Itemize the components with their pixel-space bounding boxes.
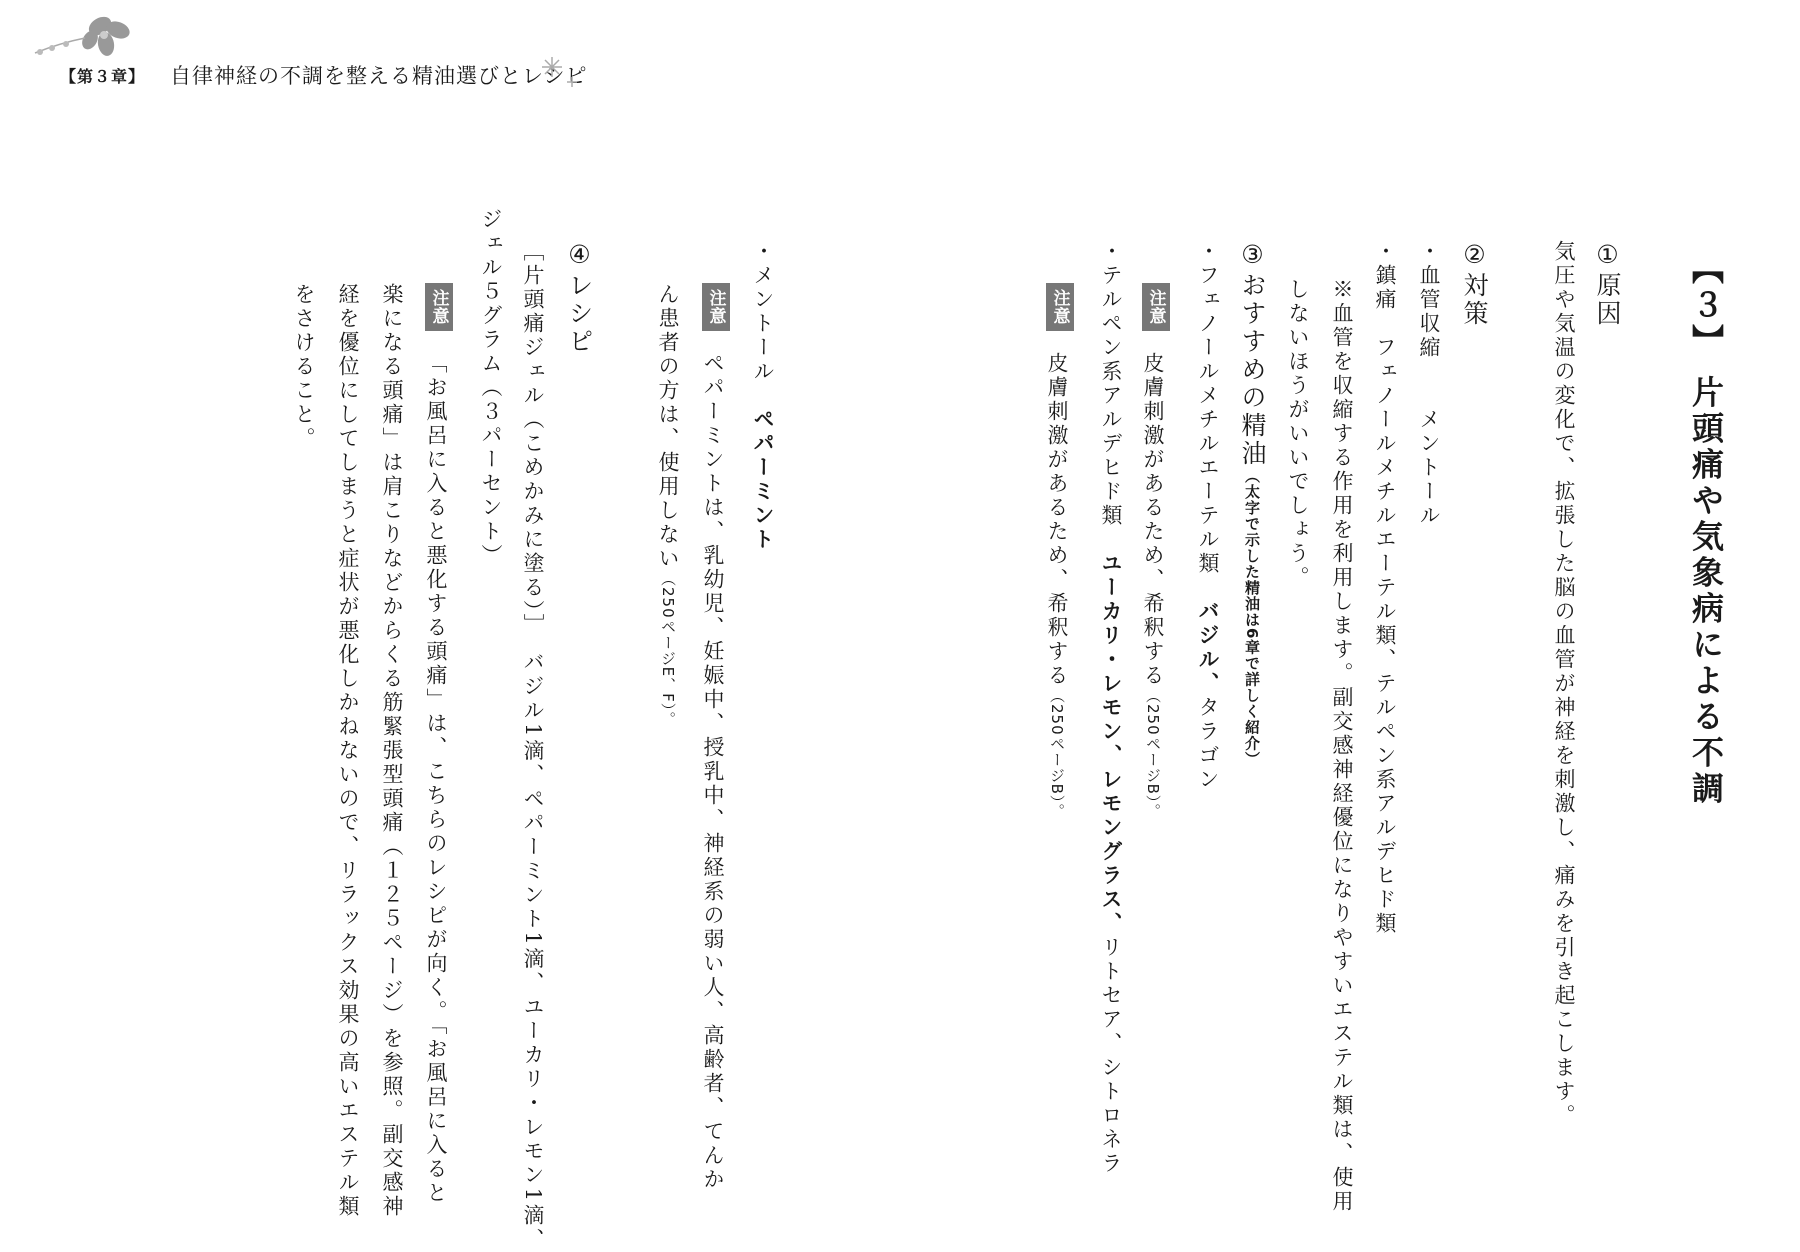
phenol-caution-text: 皮膚刺激があるため、希釈する (1141, 352, 1165, 688)
terpene-caution-text: 皮膚刺激があるため、希釈する (1045, 352, 1069, 688)
phenol-caution-ref: （250ページB）。 (1144, 688, 1162, 820)
oil-menthol-line (752, 240, 773, 552)
terpene-caution (1046, 352, 1067, 819)
measure-item-analgesic: ・鎮痛 フェノールメチルエーテル類、テルペン系アルデヒド類 (1373, 240, 1397, 936)
menthol-caution-text: ん患者の方は、使用しない (656, 283, 680, 571)
chapter-title: 自律神経の不調を整える精油選びとレシピ (170, 64, 588, 88)
caution-badge: 注意 (425, 283, 453, 331)
measures-heading: ②対策 (1460, 240, 1489, 328)
section-title: 【３】 片頭痛や気象病による不調 (1687, 252, 1725, 808)
recipe-heading: ④レシピ (565, 240, 594, 356)
oil-terpene-bold: ユーカリ・レモン、レモングラス、 (1099, 552, 1123, 936)
recipe-caution-line3: 経を優位にしてしまうと症状が悪化しかねないので、リラックス効果の高いエステル類 (336, 283, 360, 1219)
recipe-caution-line2: 楽になる頭痛」は肩こりなどからくる筋緊張型頭痛（１２５ページ）を参照。副交感神 (380, 283, 404, 1219)
cause-text: 気圧や気温の変化で、拡張した脳の血管が神経を刺激し、痛みを引き起こします。 (1552, 240, 1576, 1128)
menthol-caution-ref: （250ページE、F）。 (659, 571, 677, 728)
measures-note-line1: ※血管を収縮する作用を利用します。副交感神経優位になりやすいエステル類は、使用 (1330, 278, 1354, 1214)
caution-badge: 注意 (702, 283, 730, 331)
phenol-caution (1142, 352, 1163, 819)
measure-item-vasoconstriction: ・血管収縮 メントール (1417, 240, 1441, 528)
menthol-caution-line2 (657, 283, 678, 727)
measures-note-line2: しないほうがいいでしょう。 (1286, 278, 1310, 590)
oil-terpene-line (1100, 240, 1121, 1176)
caution-badge: 注意 (1046, 283, 1074, 331)
oil-terpene-rest: リトセア、シトロネラ (1099, 936, 1123, 1176)
caution-badge: 注意 (1142, 283, 1170, 331)
oil-phenol-bold: バジル、 (1196, 600, 1220, 696)
oils-heading-column (1240, 240, 1265, 767)
oil-phenol-label: ・フェノールメチルエーテル類 (1196, 240, 1220, 600)
oil-menthol-bold: ペパーミント (751, 408, 775, 552)
recipe-line2: ジェル５グラム（３パーセント） (479, 208, 503, 568)
sparkle-icon (540, 55, 580, 91)
cause-heading: ①原因 (1593, 240, 1622, 328)
oil-phenol-line (1197, 240, 1218, 792)
terpene-caution-ref: （250ページB）。 (1048, 688, 1066, 820)
recipe-caution-line1: 「お風呂に入ると悪化する頭痛」は、こちらのレシピが向く。「お風呂に入ると (424, 352, 448, 1206)
flower-ornament-icon (30, 8, 150, 68)
chapter-number: 【第３章】 (60, 67, 146, 86)
oil-menthol-label: ・メントール (751, 240, 775, 408)
oil-phenol-rest: タラゴン (1196, 696, 1220, 792)
oils-heading-note: （太字で示した精油は6章で詳しく紹介） (1243, 468, 1261, 768)
recipe-line1: ［片頭痛ジェル（こめかみに塗る）］ バジル1滴、ペパーミント1滴、ユーカリ・レモン1滴、 (521, 240, 545, 1252)
oils-heading: ③おすすめの精油 (1238, 240, 1267, 468)
oil-terpene-label: ・テルペン系アルデヒド類 (1099, 240, 1123, 552)
recipe-caution-line4: をさけること。 (292, 283, 316, 451)
page-header (0, 0, 1800, 110)
menthol-caution-line1: ペパーミントは、乳幼児、妊娠中、授乳中、神経系の弱い人、高齢者、てんか (701, 352, 725, 1192)
